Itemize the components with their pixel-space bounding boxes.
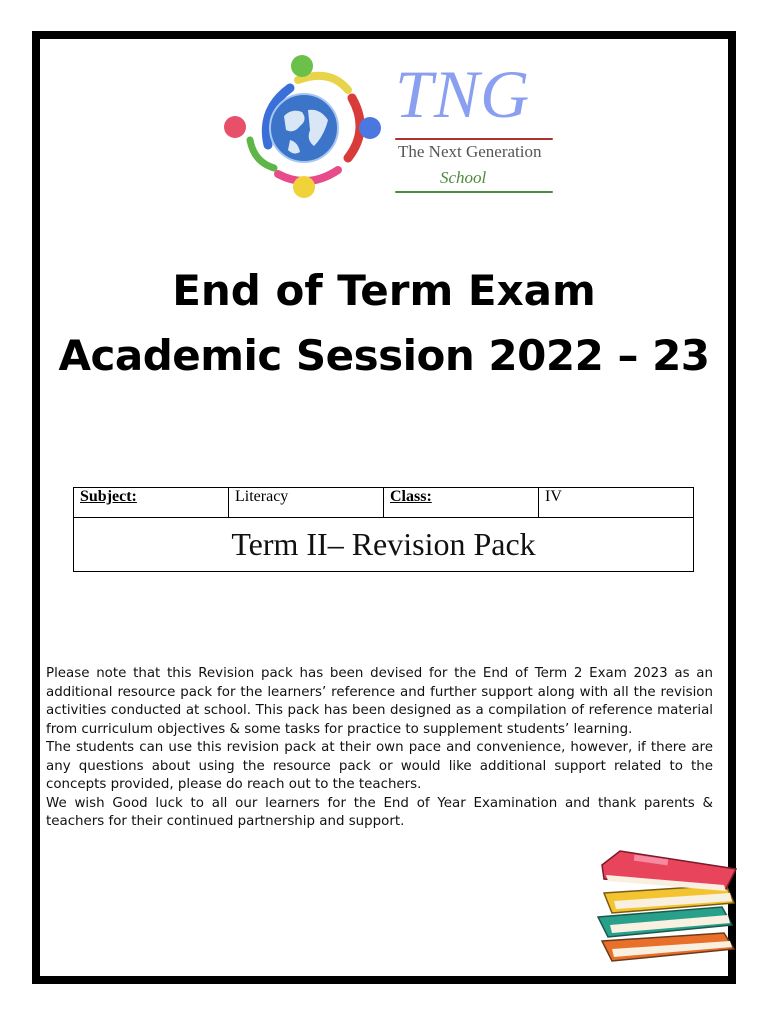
school-logo [220, 50, 565, 208]
pack-row [74, 518, 694, 572]
notes-paragraph: The students can use this revision pack at their own pace and convenience, however, if there are any questions about using the resource pack or would like additional support related to the concepts provided, please do reach out to the teachers. [46, 740, 713, 792]
pack-title: Term II– Revision Pack [74, 518, 694, 572]
notes-paragraph: Please note that this Revision pack has been devised for the End of Term 2 Exam 2023 as an additional resource pack for the learners’ reference and further support along with all the revision activities conducted at school. This pack has been designed as a compilation of reference material from curriculum objectives & some tasks for practice to supplement students’ learning. [46, 666, 713, 737]
logo-red-rule [395, 138, 553, 140]
class-value: IV [539, 488, 694, 518]
logo-brand: TNG [395, 56, 531, 132]
notes-paragraph: We wish Good luck to all our learners for the End of Year Examination and thank parents & teachers for their continued partnership and support. [46, 795, 713, 829]
notes-block [46, 665, 713, 832]
logo-subtitle: School [440, 168, 487, 187]
subject-value: Literacy [229, 488, 384, 518]
info-row [74, 488, 694, 518]
class-label: Class: [384, 488, 539, 518]
books-stack-icon [594, 845, 740, 975]
session-title: Academic Session 2022 – 23 [58, 331, 710, 380]
logo-green-rule [395, 191, 553, 193]
info-table [73, 487, 694, 572]
globe-people-icon [220, 50, 390, 208]
subject-label: Subject: [74, 488, 229, 518]
logo-tagline: The Next Generation [398, 142, 542, 161]
exam-title: End of Term Exam [172, 266, 596, 315]
logo-wordmark [395, 58, 565, 208]
